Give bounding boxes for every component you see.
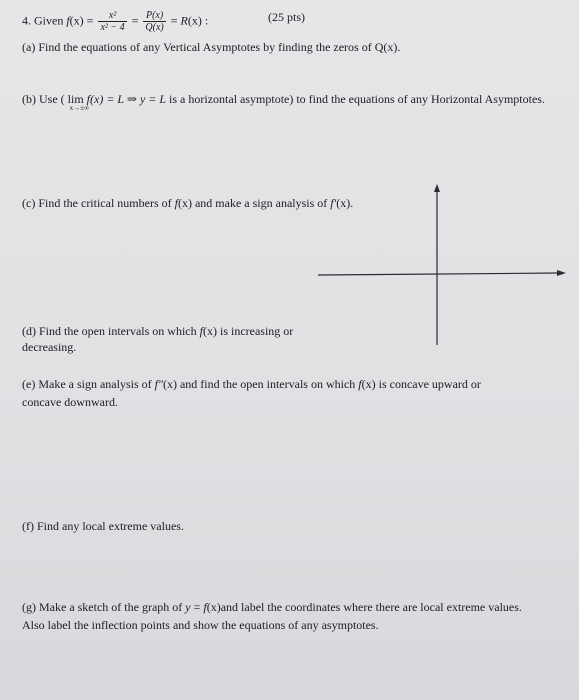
part-e-mid: and find the open intervals on which: [179, 377, 356, 391]
part-c-mid: and make a sign analysis of: [194, 196, 328, 210]
fraction-denominator: x² − 4: [100, 22, 125, 33]
part-c-x: (x): [177, 196, 192, 210]
function-name: f: [66, 13, 70, 28]
part-b-f: f: [86, 92, 91, 106]
equals-sign-3: =: [170, 13, 178, 28]
part-b-mid: (x) = L ⇒ y = L: [90, 92, 167, 106]
points-label: (25 pts): [268, 10, 305, 24]
problem-number: 4.: [22, 13, 31, 28]
part-e-suffix: is concave upward or: [378, 377, 481, 391]
part-c-fprime: f′: [330, 196, 337, 210]
part-g-suffix: and label the coordinates where there are local extreme values.: [220, 600, 522, 614]
part-g-y: y: [185, 600, 191, 614]
part-e-prefix: (e) Make a sign analysis of: [22, 377, 152, 391]
part-a-text: (a) Find the equations of any Vertical Asymptotes by finding the zeros of Q(x).: [22, 40, 401, 54]
vertical-axis-arrowhead: [434, 184, 440, 192]
part-d-f: f: [199, 324, 203, 338]
horizontal-axis-line: [318, 273, 560, 275]
fraction-numerator-p: P(x): [143, 10, 165, 22]
part-b-prefix: (b) Use (: [22, 92, 65, 106]
r-function-tail: (x) :: [187, 13, 209, 28]
part-f-text: (f) Find any local extreme values.: [22, 519, 184, 533]
part-d-x: (x): [202, 324, 217, 338]
fraction-numerator: x²: [98, 10, 126, 22]
r-function-name: R: [180, 13, 188, 28]
part-g-prefix: (g) Make a sketch of the graph of: [22, 600, 183, 614]
part-c-prefix: (c) Find the critical numbers of: [22, 196, 172, 210]
part-d-prefix: (d) Find the open intervals on which: [22, 324, 197, 338]
part-e-x: (x): [162, 377, 177, 391]
part-e-line2: concave downward.: [22, 395, 118, 409]
part-c-f: f: [174, 196, 178, 210]
fraction-denominator-q: Q(x): [145, 22, 164, 33]
limit-subscript: x→±∞: [69, 104, 89, 112]
part-c-x2: (x).: [336, 196, 354, 210]
part-g-f: f: [203, 600, 207, 614]
part-d-line2: decreasing.: [22, 340, 77, 354]
function-arg: (x): [69, 13, 84, 28]
horizontal-axis-arrowhead: [557, 270, 566, 276]
part-g-eq: =: [193, 600, 201, 614]
part-e-x2: (x): [361, 377, 376, 391]
part-e-f2: f: [358, 377, 362, 391]
limit-word: lim: [67, 92, 84, 106]
part-e-fdoubleprime: f″: [154, 377, 163, 391]
equals-sign: =: [86, 13, 94, 28]
equals-sign-2: =: [131, 13, 139, 28]
given-label: Given: [34, 13, 64, 28]
part-g-x: (x): [206, 600, 221, 614]
part-b-suffix: is a horizontal asymptote) to find the equations of any Horizontal Asymptotes.: [169, 92, 545, 106]
part-d-suffix: is increasing or: [219, 324, 294, 338]
part-g-line2: Also label the inflection points and show the equations of any asymptotes.: [22, 618, 379, 632]
